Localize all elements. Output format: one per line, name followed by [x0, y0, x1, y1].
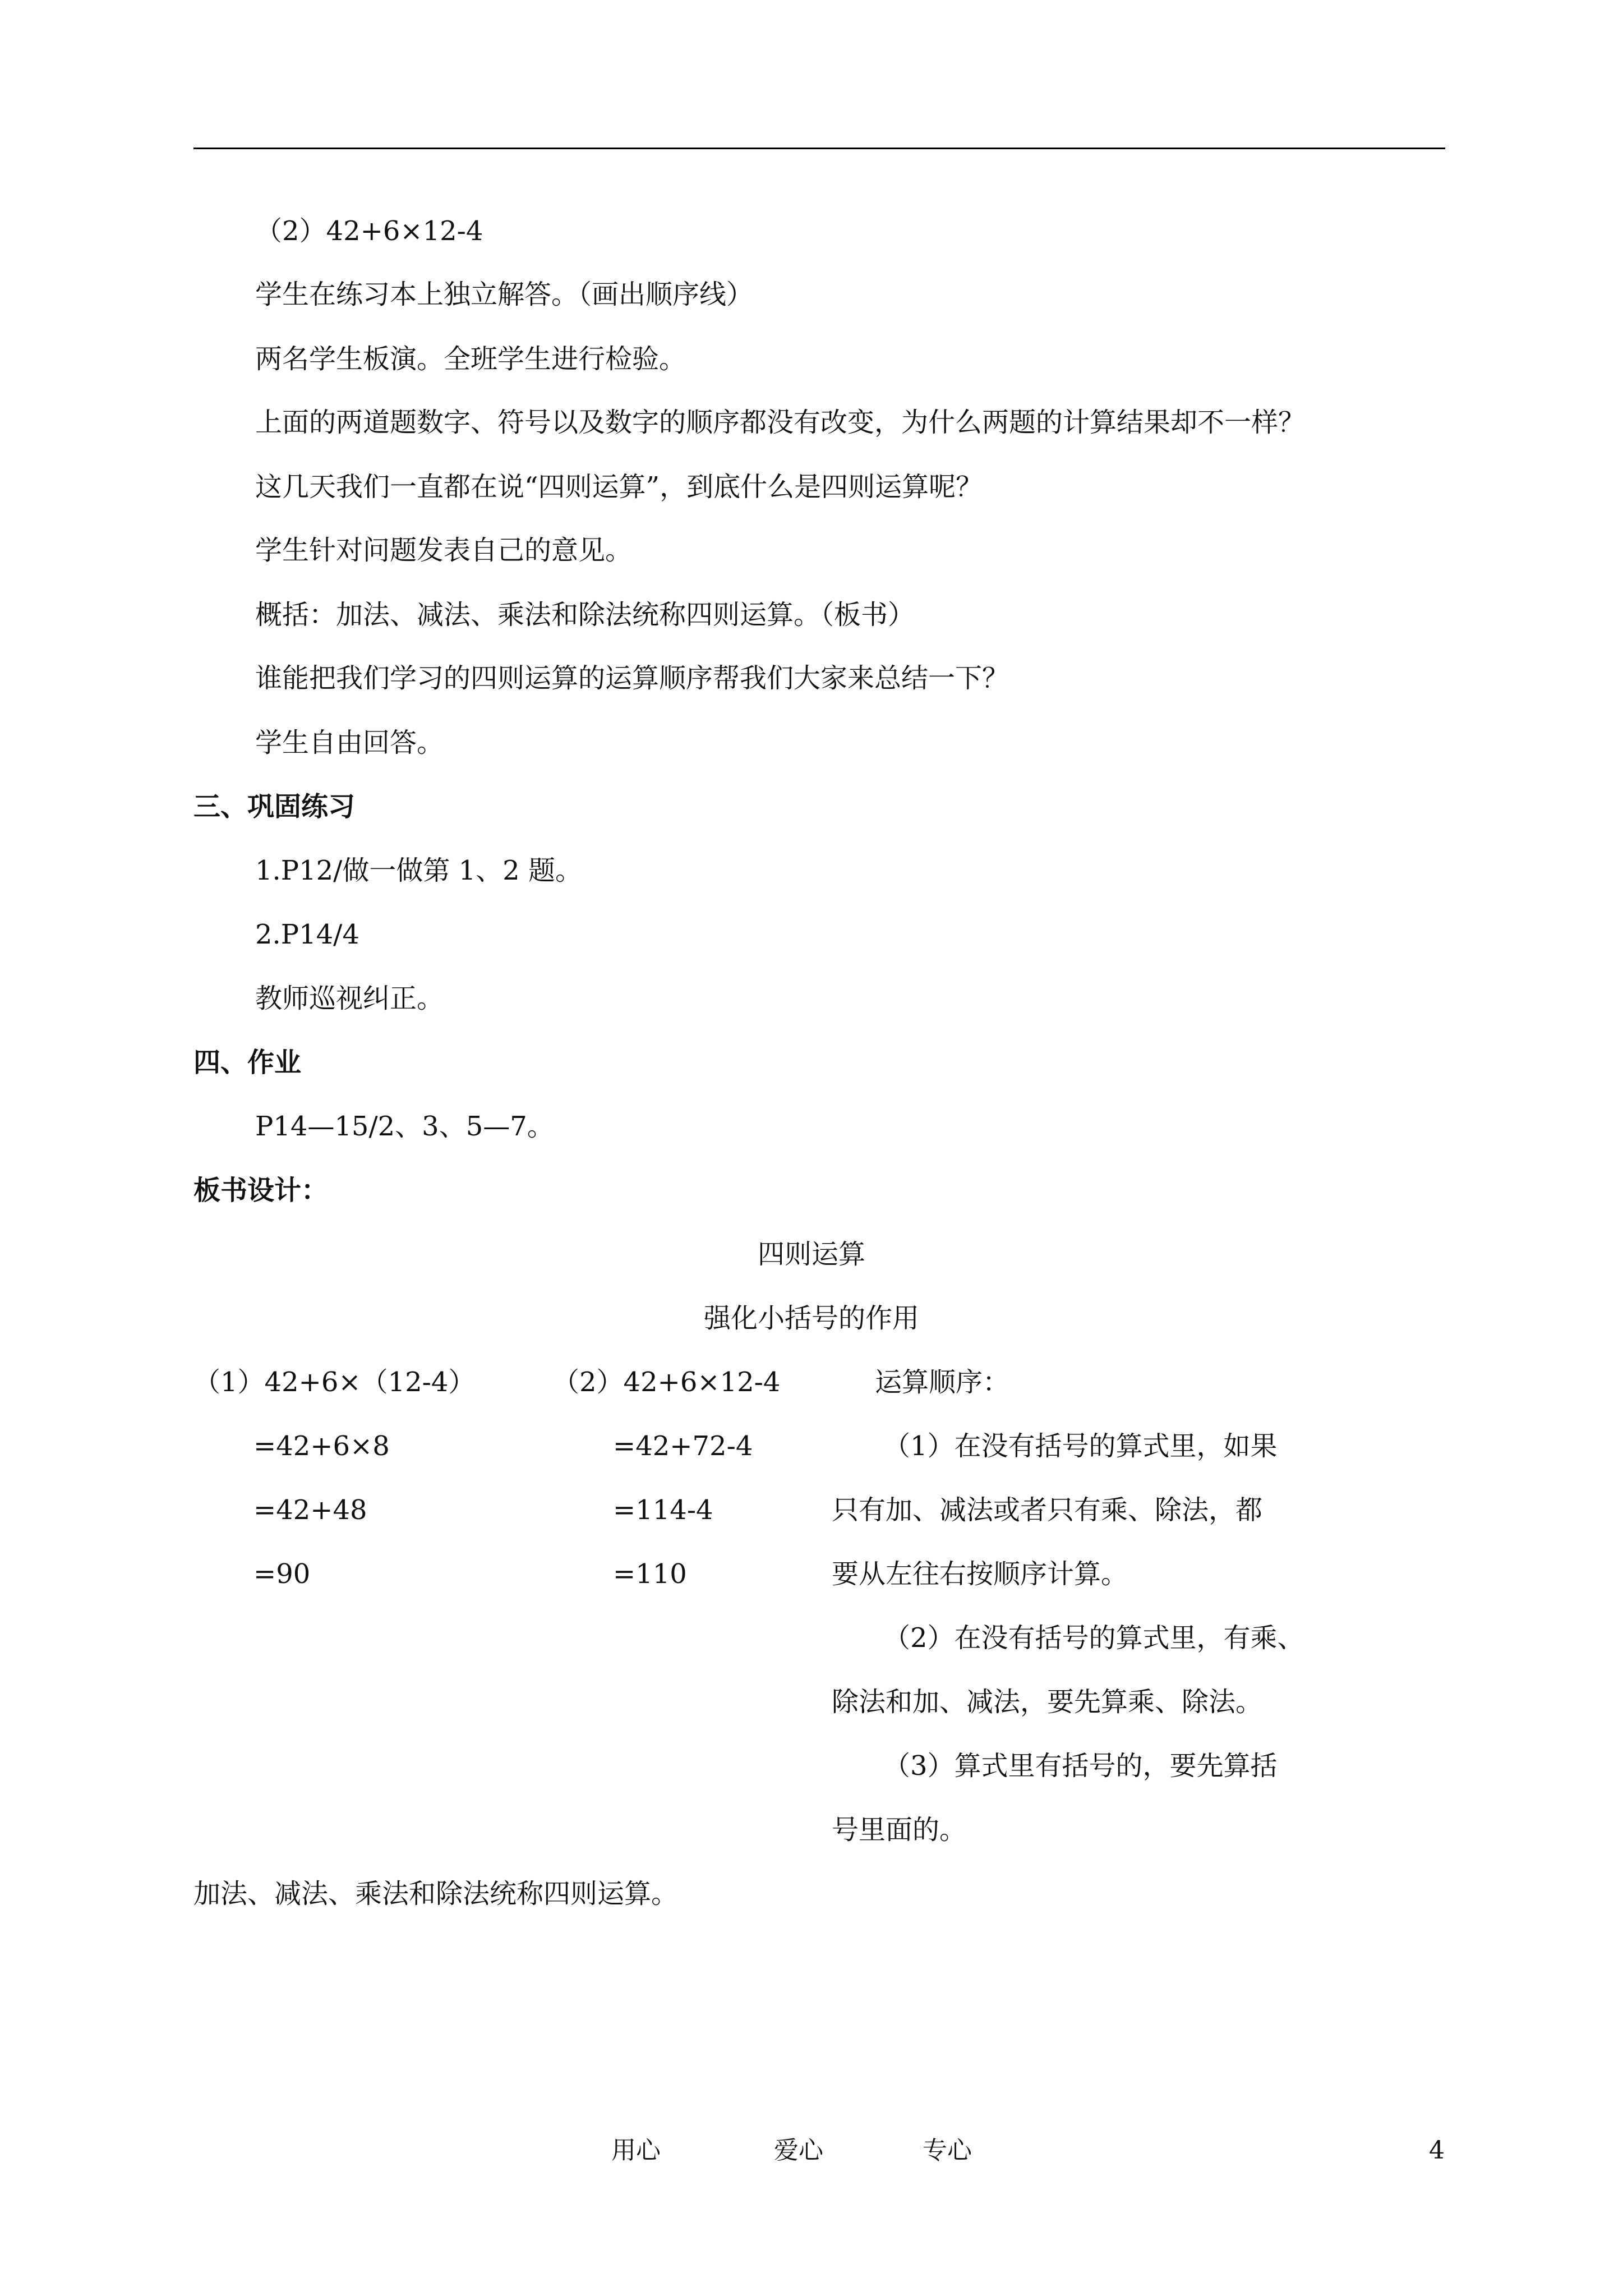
order-rule-line: （3）算式里有括号的，要先算括: [883, 1750, 1278, 1782]
body-line: （2）42+6×12-4: [255, 215, 483, 247]
header-rule: [193, 148, 1445, 149]
board-calc-line: =114-4: [613, 1494, 713, 1526]
footer-motto: 爱心: [774, 2136, 823, 2165]
board-subtitle: 强化小括号的作用: [703, 1303, 919, 1334]
order-rule-line: 除法和加、减法，要先算乘、除法。: [832, 1686, 1263, 1718]
board-calc-line: =42+48: [253, 1494, 367, 1526]
section-heading: 三、巩固练习: [193, 791, 356, 822]
order-rule-line: （2）在没有括号的算式里，有乘、: [883, 1622, 1304, 1654]
body-line: 两名学生板演。全班学生进行检验。: [255, 343, 686, 375]
list-item: 教师巡视纠正。: [255, 983, 444, 1014]
body-line: 学生自由回答。: [255, 727, 444, 758]
list-item: 1.P12/做一做第 1、2 题。: [255, 855, 582, 886]
body-line: 学生针对问题发表自己的意见。: [255, 535, 633, 566]
footer-motto: 用心: [611, 2136, 661, 2165]
page-number: 4: [1429, 2136, 1445, 2165]
board-summary: 加法、减法、乘法和除法统称四则运算。: [193, 1878, 679, 1910]
order-rule-line: （1）在没有括号的算式里，如果: [883, 1430, 1278, 1462]
order-rule-line: 要从左往右按顺序计算。: [832, 1558, 1128, 1590]
board-title: 四则运算: [757, 1239, 865, 1270]
board-calc-line: （2）42+6×12-4: [552, 1366, 781, 1398]
order-rule-line: 号里面的。: [832, 1814, 967, 1846]
list-item: P14—15/2、3、5—7。: [255, 1111, 554, 1142]
body-line: 这几天我们一直都在说“四则运算”，到底什么是四则运算呢？: [255, 471, 983, 503]
board-calc-line: =110: [613, 1558, 687, 1590]
board-calc-line: =42+6×8: [253, 1430, 390, 1462]
board-calc-line: （1）42+6×（12-4）: [193, 1366, 476, 1398]
order-rule-line: 只有加、减法或者只有乘、除法，都: [832, 1494, 1263, 1526]
section-heading: 四、作业: [193, 1047, 302, 1078]
board-heading: 板书设计：: [193, 1175, 329, 1206]
body-line: 上面的两道题数字、符号以及数字的顺序都没有改变，为什么两题的计算结果却不一样？: [255, 407, 1306, 438]
board-calc-line: =90: [253, 1558, 311, 1590]
order-label: 运算顺序：: [875, 1366, 1010, 1398]
body-line: 概括：加法、减法、乘法和除法统称四则运算。（板书）: [255, 599, 915, 631]
body-line: 学生在练习本上独立解答。（画出顺序线）: [255, 279, 754, 310]
list-item: 2.P14/4: [255, 919, 359, 950]
footer-motto: 专心: [923, 2136, 972, 2165]
body-line: 谁能把我们学习的四则运算的运算顺序帮我们大家来总结一下？: [255, 662, 1009, 694]
board-calc-line: =42+72-4: [613, 1430, 753, 1462]
